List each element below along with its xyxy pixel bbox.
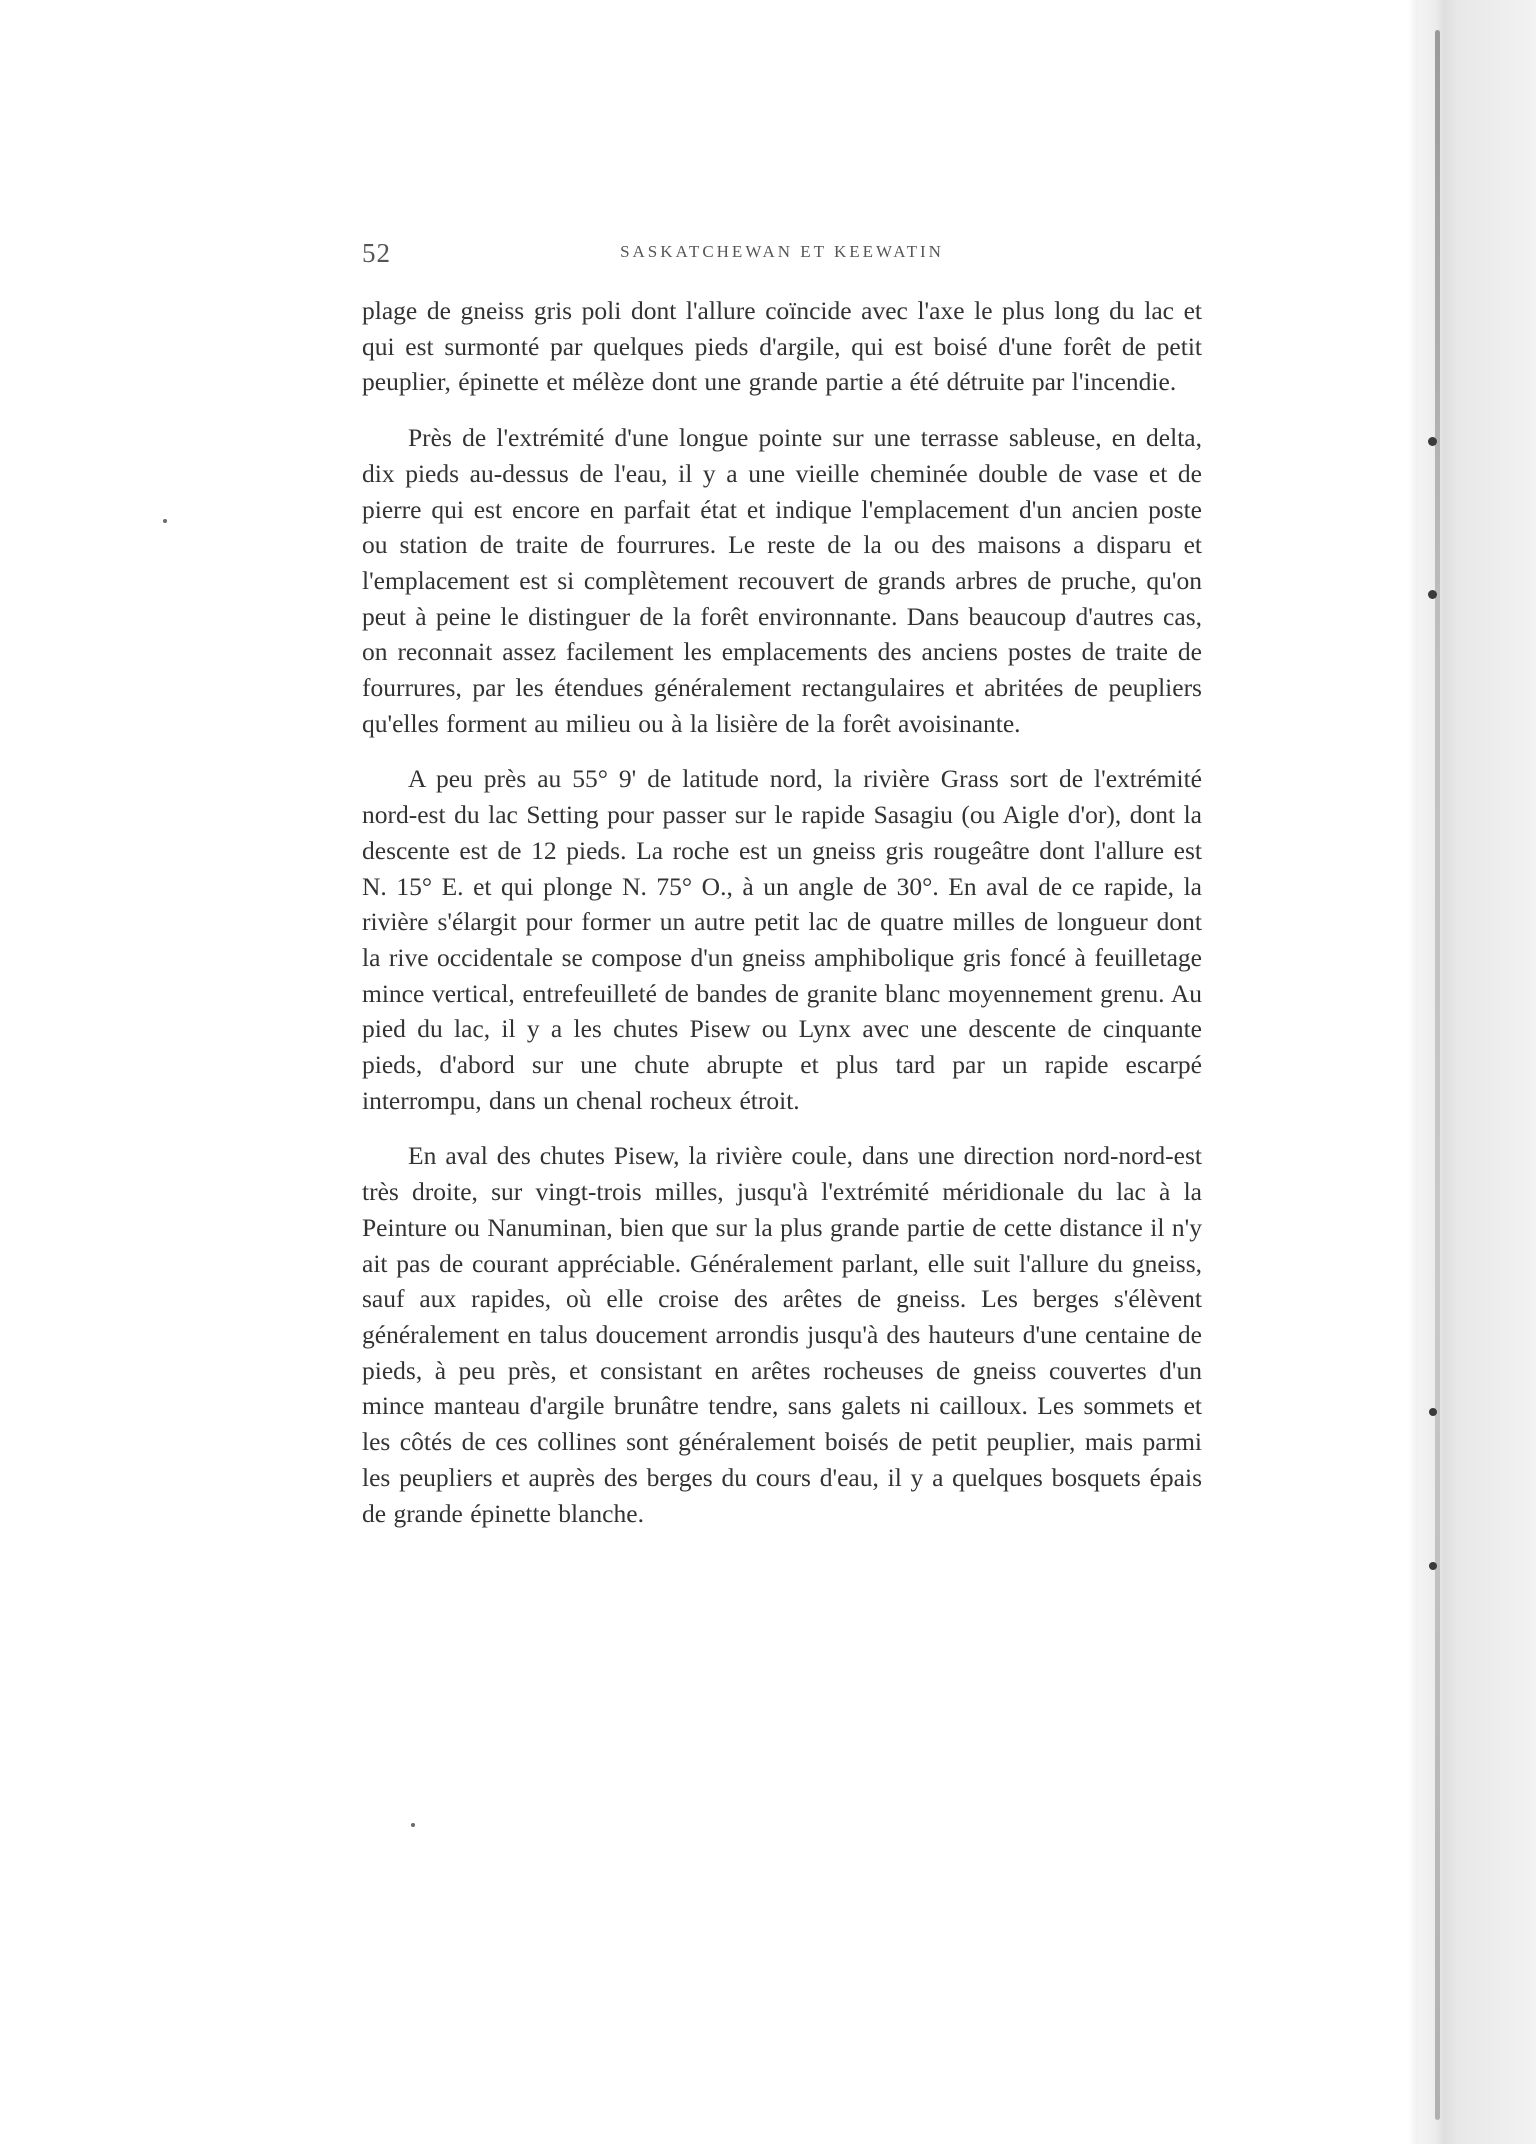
edge-speck: [1428, 437, 1437, 446]
page-header: [362, 238, 1202, 268]
paragraph: plage de gneiss gris poli dont l'allure coïncide avec l'axe le plus long du lac et qui est surmonté par quelques pieds d'argile, qui est boisé d'une forêt de petit peuplier, épinette et mélèze dont une grande partie a été détruite par l'incendie.: [362, 296, 1202, 397]
body-text: [362, 293, 1202, 1551]
paragraph: En aval des chutes Pisew, la rivière coule, dans une direction nord-nord-est très droite, sur vingt-trois milles, jusqu'à l'extrémité méridionale du lac à la Peinture ou Nanuminan, bien que sur la plus grande partie de cette distance il n'y ait pas de courant appréciable. Généralement parlant, elle suit l'allure du gneiss, sauf aux rapides, où elle croise des arêtes de gneiss. Les berges s'élèvent généralement en talus doucement arrondis jusqu'à des hauteurs d'une centaine de pieds, à peu près, et consistant en arêtes rocheuses de gneiss couvertes d'un mince manteau d'argile brunâtre tendre, sans galets ni cailloux. Les sommets et les côtés de ces collines sont généralement boisés de petit peuplier, mais parmi les peupliers et auprès des berges du cours d'eau, il y a quelques bosquets épais de grande épinette blanche.: [362, 1141, 1202, 1528]
edge-speck: [1429, 1562, 1437, 1570]
page-number: 52: [362, 238, 391, 268]
edge-speck: [1429, 1408, 1437, 1416]
stray-dot: [163, 519, 167, 523]
running-head: SASKATCHEWAN ET KEEWATIN: [620, 242, 944, 261]
stray-dot: [411, 1823, 415, 1827]
edge-speck: [1428, 590, 1437, 599]
paragraph: A peu près au 55° 9' de latitude nord, la rivière Grass sort de l'extrémité nord-est du lac Setting pour passer sur le rapide Sasagiu (ou Aigle d'or), dont la descente est de 12 pieds. La roche est un gneiss gris rougeâtre dont l'allure est N. 15° E. et qui plonge N. 75° O., à un angle de 30°. En aval de ce rapide, la rivière s'élargit pour former un autre petit lac de quatre milles de longueur dont la rive occidentale se compose d'un gneiss amphibolique gris foncé à feuilletage mince vertical, entrefeuilleté de bandes de granite blanc moyennement grenu. Au pied du lac, il y a les chutes Pisew ou Lynx avec une descente de cinquante pieds, d'abord sur une chute abrupte et plus tard par un rapide escarpé interrompu, dans un chenal rocheux étroit.: [362, 764, 1202, 1115]
paragraph: Près de l'extrémité d'une longue pointe sur une terrasse sableuse, en delta, dix pieds au-dessus de l'eau, il y a une vieille cheminée double de vase et de pierre qui est encore en parfait état et indique l'emplacement d'un ancien poste ou station de traite de fourrures. Le reste de la ou des maisons a disparu et l'emplacement est si complètement recouvert de grands arbres de pruche, qu'on peut à peine le distinguer de la forêt environnante. Dans beaucoup d'autres cas, on reconnait assez facilement les emplacements des anciens postes de traite de fourrures, par les étendues généralement rectangulaires et abritées de peupliers qu'elles forment au milieu ou à la lisière de la forêt avoisinante.: [362, 423, 1202, 738]
book-spine: [1435, 30, 1440, 2120]
